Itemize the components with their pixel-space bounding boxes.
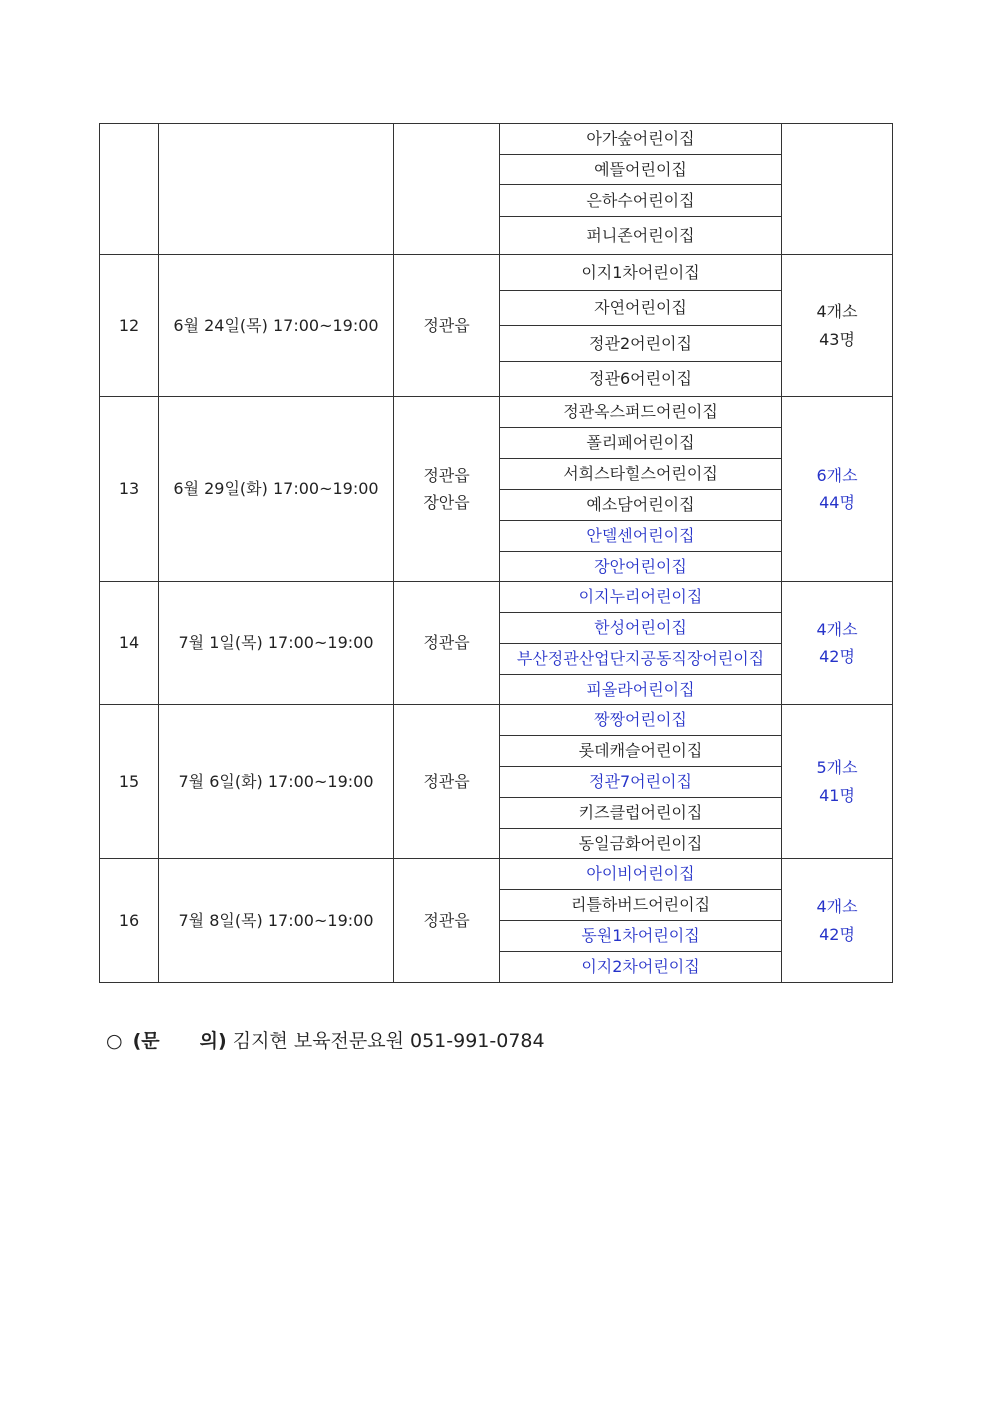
people-count: 43명 (819, 329, 855, 349)
center-name: 정관2어린이집 (500, 326, 782, 362)
session-number (100, 124, 159, 255)
center-name: 예뜰어린이집 (500, 155, 782, 185)
bullet-circle: ○ (106, 1030, 123, 1052)
inquiry-line (106, 1026, 545, 1053)
table-row (100, 124, 893, 155)
center-name: 정관6어린이집 (500, 362, 782, 397)
center-name: 정관7어린이집 (500, 767, 782, 798)
session-count (782, 124, 893, 255)
site-count: 6개소 (816, 465, 858, 485)
schedule-table (99, 123, 893, 983)
session-date: 7월 1일(목) 17:00~19:00 (159, 582, 394, 705)
center-name: 부산정관산업단지공동직장어린이집 (500, 644, 782, 675)
session-count (782, 582, 893, 705)
center-name: 폴리페어린이집 (500, 428, 782, 459)
center-name: 자연어린이집 (500, 291, 782, 326)
site-count: 5개소 (816, 758, 858, 778)
session-count (782, 705, 893, 859)
table-row (100, 582, 893, 613)
inquiry-label-close: 의) (199, 1030, 227, 1052)
session-region: 정관읍 (394, 255, 500, 397)
center-name: 이지누리어린이집 (500, 582, 782, 613)
session-number: 13 (100, 397, 159, 582)
session-date: 7월 6일(화) 17:00~19:00 (159, 705, 394, 859)
center-name: 동일금화어린이집 (500, 829, 782, 859)
session-number: 14 (100, 582, 159, 705)
center-name: 장안어린이집 (500, 552, 782, 582)
center-name: 이지1차어린이집 (500, 255, 782, 291)
session-date: 6월 24일(목) 17:00~19:00 (159, 255, 394, 397)
table-row (100, 859, 893, 890)
table-row (100, 397, 893, 428)
center-name: 은하수어린이집 (500, 185, 782, 217)
table-row (100, 705, 893, 736)
session-count (782, 859, 893, 983)
center-name: 서희스타힐스어린이집 (500, 459, 782, 490)
session-count (782, 397, 893, 582)
people-count: 42명 (819, 924, 855, 944)
center-name: 피올라어린이집 (500, 675, 782, 705)
session-region: 정관읍 (394, 582, 500, 705)
center-name: 동원1차어린이집 (500, 921, 782, 952)
center-name: 퍼니존어린이집 (500, 217, 782, 255)
inquiry-contact: 김지현 보육전문요원 051-991-0784 (232, 1030, 545, 1052)
center-name: 이지2차어린이집 (500, 952, 782, 983)
people-count: 41명 (819, 785, 855, 805)
session-region: 정관읍 (394, 705, 500, 859)
site-count: 4개소 (816, 302, 858, 322)
session-region: 정관읍 (394, 859, 500, 983)
center-name: 아이비어린이집 (500, 859, 782, 890)
site-count: 4개소 (816, 619, 858, 639)
center-name: 안델센어린이집 (500, 521, 782, 552)
people-count: 42명 (819, 647, 855, 666)
center-name: 짱짱어린이집 (500, 705, 782, 736)
session-date: 6월 29일(화) 17:00~19:00 (159, 397, 394, 582)
session-number: 16 (100, 859, 159, 983)
session-region: 정관읍 장안읍 (394, 397, 500, 582)
center-name: 리틀하버드어린이집 (500, 890, 782, 921)
schedule-table-body (100, 124, 893, 983)
center-name: 롯데캐슬어린이집 (500, 736, 782, 767)
center-name: 예소담어린이집 (500, 490, 782, 521)
center-name: 정관옥스퍼드어린이집 (500, 397, 782, 428)
inquiry-label-open: (문 (132, 1030, 160, 1052)
people-count: 44명 (819, 493, 855, 512)
session-region (394, 124, 500, 255)
session-number: 12 (100, 255, 159, 397)
center-name: 키즈클럽어린이집 (500, 798, 782, 829)
table-row (100, 255, 893, 291)
center-name: 아가숲어린이집 (500, 124, 782, 155)
center-name: 한성어린이집 (500, 613, 782, 644)
session-number: 15 (100, 705, 159, 859)
session-date: 7월 8일(목) 17:00~19:00 (159, 859, 394, 983)
session-count (782, 255, 893, 397)
session-date (159, 124, 394, 255)
site-count: 4개소 (816, 897, 858, 917)
